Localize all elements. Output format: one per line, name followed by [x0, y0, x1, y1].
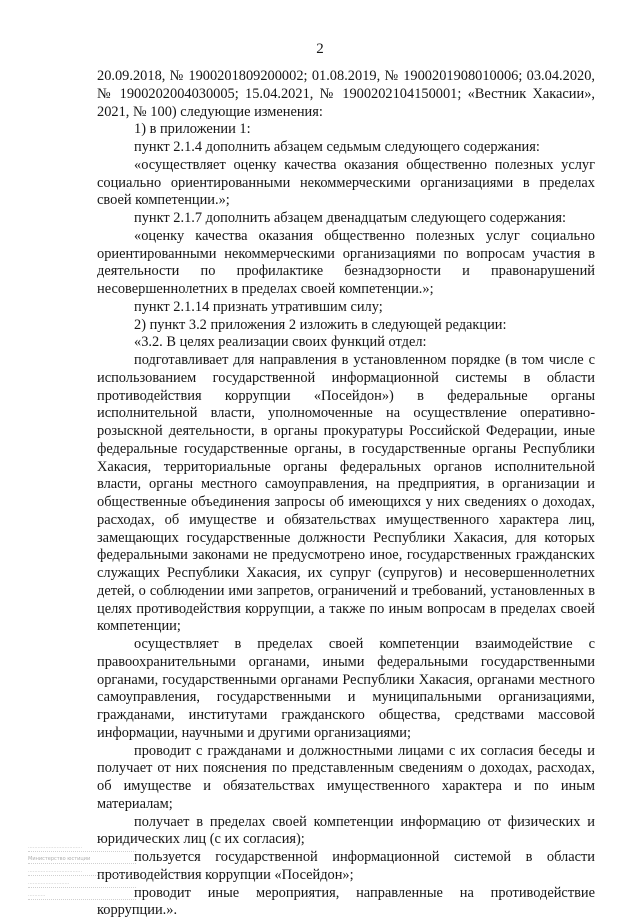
paragraph-function-poseidon: пользуется государственной информационной системой в области противодействия коррупции «Посейдон»; — [97, 849, 595, 885]
paragraph-point-2-1-14: пункт 2.1.14 признать утратившим силу; — [97, 299, 595, 317]
registration-stamp — [28, 843, 136, 891]
paragraph-item-2: 2) пункт 3.2 приложения 2 изложить в следующей редакции: — [97, 317, 595, 335]
paragraph-quote-2-1-4: «осуществляет оценку качества оказания общественно полезных услуг социально ориентированными некоммерческими организациями в пределах своей компетенции.»; — [97, 157, 595, 210]
stamp-line: .................................. — [28, 867, 136, 876]
paragraph-function-interaction: осуществляет в пределах своей компетенции взаимодействие с правоохранительными органами, иными федеральными государственными органами, государственными органами Республики Хакасия, органами местного самоуправления, государственными и муниципальными организациями, гражданами, институтами гражданского общества, средствами массовой информации, научными и другими организациями; — [97, 636, 595, 743]
paragraph-intro-continuation: 20.09.2018, № 1900201809200002; 01.08.2019, № 1900201908010006; 03.04.2020, № 1900202004030005; 15.04.2021, № 1900202104150001; «Вестник Хакасии», 2021, № 100) следующие изменения: — [97, 68, 595, 121]
stamp-line: ........... — [28, 891, 136, 900]
paragraph-function-other: проводит иные мероприятия, направленные на противодействие коррупции.». — [97, 885, 595, 920]
stamp-line: Министерство юстиции — [28, 855, 136, 864]
paragraph-point-2-1-4: пункт 2.1.4 дополнить абзацем седьмым следующего содержания: — [97, 139, 595, 157]
stamp-line: .......................... — [28, 879, 136, 888]
document-body — [97, 68, 595, 920]
paragraph-quote-2-1-7: «оценку качества оказания общественно полезных услуг социально ориентированными некоммерческими организациями по вопросам участия в деятельности по профилактике безнадзорности и правонарушений несовершеннолетних в пределах своей компетенции.»; — [97, 228, 595, 299]
paragraph-point-2-1-7: пункт 2.1.7 дополнить абзацем двенадцатым следующего содержания: — [97, 210, 595, 228]
paragraph-item-1: 1) в приложении 1: — [97, 121, 595, 139]
paragraph-function-information: получает в пределах своей компетенции информацию от физических и юридических лиц (с их согласия); — [97, 814, 595, 850]
paragraph-function-requests: подготавливает для направления в установленном порядке (в том числе с использованием государственной информационной системы в области противодействия коррупции «Посейдон») в федеральные органы исполнительной власти, уполномоченные на осуществление оперативно-розыскной деятельности, в органы прокуратуры Российской Федерации, иные федеральные государственные органы, в государственные органы Республики Хакасия, территориальные органы федеральных органов исполнительной власти, органы местного самоуправления, на предприятия, в организации и общественные объединения запросы об имеющихся у них сведениях о доходах, расходах, об имуществе и обязательствах имущественного характера лиц, замещающих государственные должности Республики Хакасия, для которых федеральными законами не предусмотрено иное, государственных гражданских служащих Республики Хакасия, их супруг (супругов) и несовершеннолетних детей, о соблюдении ими запретов, ограничений и требований, установленных в целях противодействия коррупции, а также по иным вопросам в пределах своей компетенции; — [97, 352, 595, 636]
stamp-line: .................................. — [28, 843, 136, 852]
page-number: 2 — [0, 40, 640, 58]
paragraph-function-interviews: проводит с гражданами и должностными лицами с их согласия беседы и получает от них пояснения по представленным сведениям о доходах, расходах, об имуществе и обязательствах имущественного характера и по иным материалам; — [97, 743, 595, 814]
paragraph-section-3-2: «3.2. В целях реализации своих функций отдел: — [97, 334, 595, 352]
